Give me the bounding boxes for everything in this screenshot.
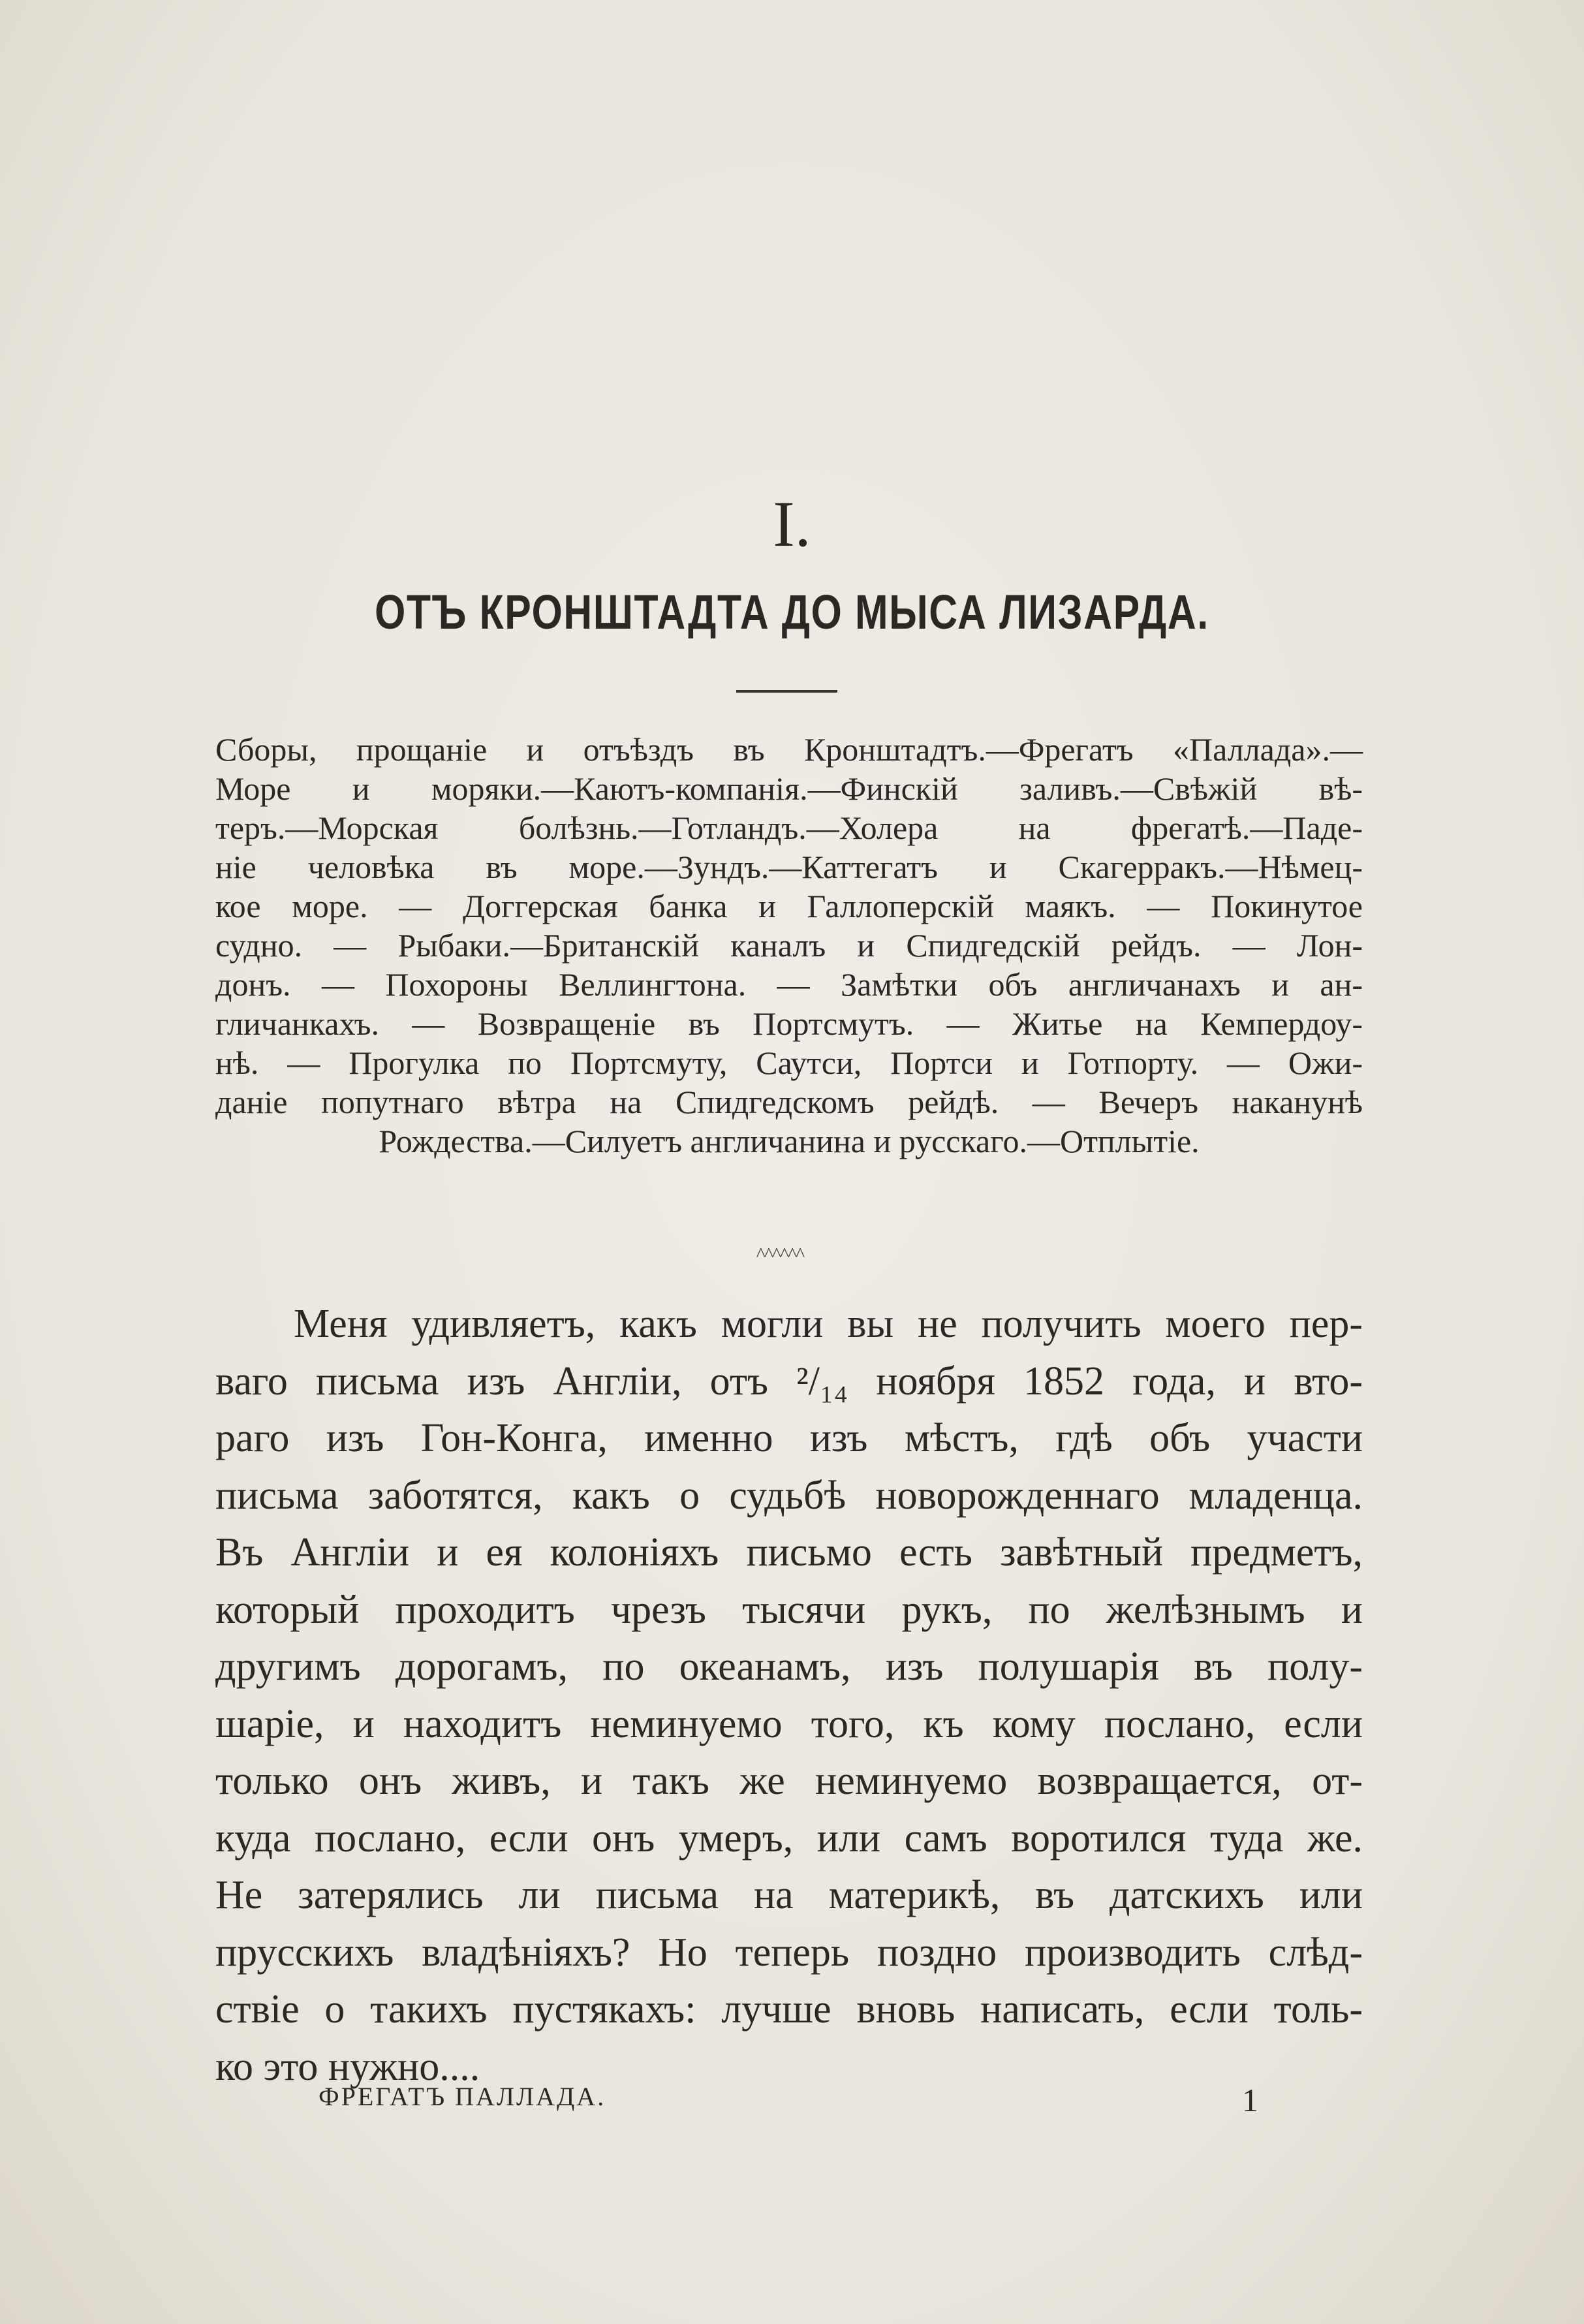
summary-line: Море и моряки.—Каютъ-компанія.—Финскій заливъ.—Свѣжій вѣ- [215,770,1363,807]
running-title: ФРЕГАТЪ ПАЛЛАДА. [318,2082,606,2111]
body-line: только онъ живъ, и такъ же неминуемо возвращается, от- [215,1759,1363,1803]
body-line: прусскихъ владѣніяхъ? Но теперь поздно производить слѣд- [215,1930,1363,1975]
summary-line: донъ. — Похороны Веллингтона. — Замѣтки объ англичанахъ и ан- [215,966,1363,1003]
body-line: ваго письма изъ Англіи, отъ ²/₁₄ ноября 1852 года, и вто- [215,1358,1363,1404]
body-line: письма заботятся, какъ о судьбѣ новорожденнаго младенца. [215,1473,1363,1518]
body-line: ствіе о такихъ пустякахъ: лучше вновь написать, если толь- [215,1987,1363,2032]
body-line: Не затерялись ли письма на материкѣ, въ датскихъ или [215,1873,1363,1917]
page-number: 1 [1242,2082,1258,2118]
summary-line: кое море. — Доггерская банка и Галлоперскій маякъ. — Покинутое [215,888,1363,924]
summary-line: судно. — Рыбаки.—Британскій каналъ и Спидгедскій рейдъ. — Лон- [215,927,1363,964]
summary-line: ніе человѣка въ море.—Зундъ.—Каттегатъ и Скагерракъ.—Нѣмец- [215,849,1363,885]
section-ornament: ^^^^^^ [756,1244,804,1265]
body-line: шаріе, и находитъ неминуемо того, къ кому послано, если [215,1701,1363,1746]
summary-line: нѣ. — Прогулка по Портсмуту, Саутси, Портси и Готпорту. — Ожи- [215,1044,1363,1081]
chapter-numeral: I. [773,488,811,560]
chapter-title: ОТЪ КРОНШТАДТА ДО МЫСА ЛИЗАРДА. [375,585,1209,639]
body-line: Меня удивляетъ, какъ могли вы не получить моего пер- [294,1302,1363,1346]
body-line: ко это нужно.... [215,2044,480,2089]
title-divider [736,690,837,693]
summary-line: теръ.—Морская болѣзнь.—Готландъ.—Холера на фрегатѣ.—Паде- [215,809,1363,846]
body-line: Въ Англіи и ея колоніяхъ письмо есть завѣтный предметъ, [215,1530,1363,1575]
body-line: который проходитъ чрезъ тысячи рукъ, по желѣзнымъ и [215,1587,1363,1632]
summary-line: Сборы, прощаніе и отъѣздъ въ Кронштадтъ.—Фрегатъ «Паллада».— [215,731,1363,768]
chapter-summary [215,730,1363,1161]
body-text [215,1296,1363,2096]
page-footer [318,2081,1258,2119]
body-line: раго изъ Гон-Конга, именно изъ мѣстъ, гдѣ объ участи [215,1416,1363,1460]
body-line: другимъ дорогамъ, по океанамъ, изъ полушарія въ полу- [215,1644,1363,1689]
summary-line: Рождества.—Силуетъ англичанина и русскаго.—Отплытіе. [379,1123,1200,1159]
body-line: куда послано, если онъ умеръ, или самъ воротился туда же. [215,1815,1363,1861]
summary-line: даніе попутнаго вѣтра на Спидгедскомъ рейдѣ. — Вечеръ наканунѣ [215,1084,1363,1120]
summary-line: гличанкахъ. — Возвращеніе въ Портсмутъ. — Житье на Кемпердоу- [215,1005,1363,1042]
